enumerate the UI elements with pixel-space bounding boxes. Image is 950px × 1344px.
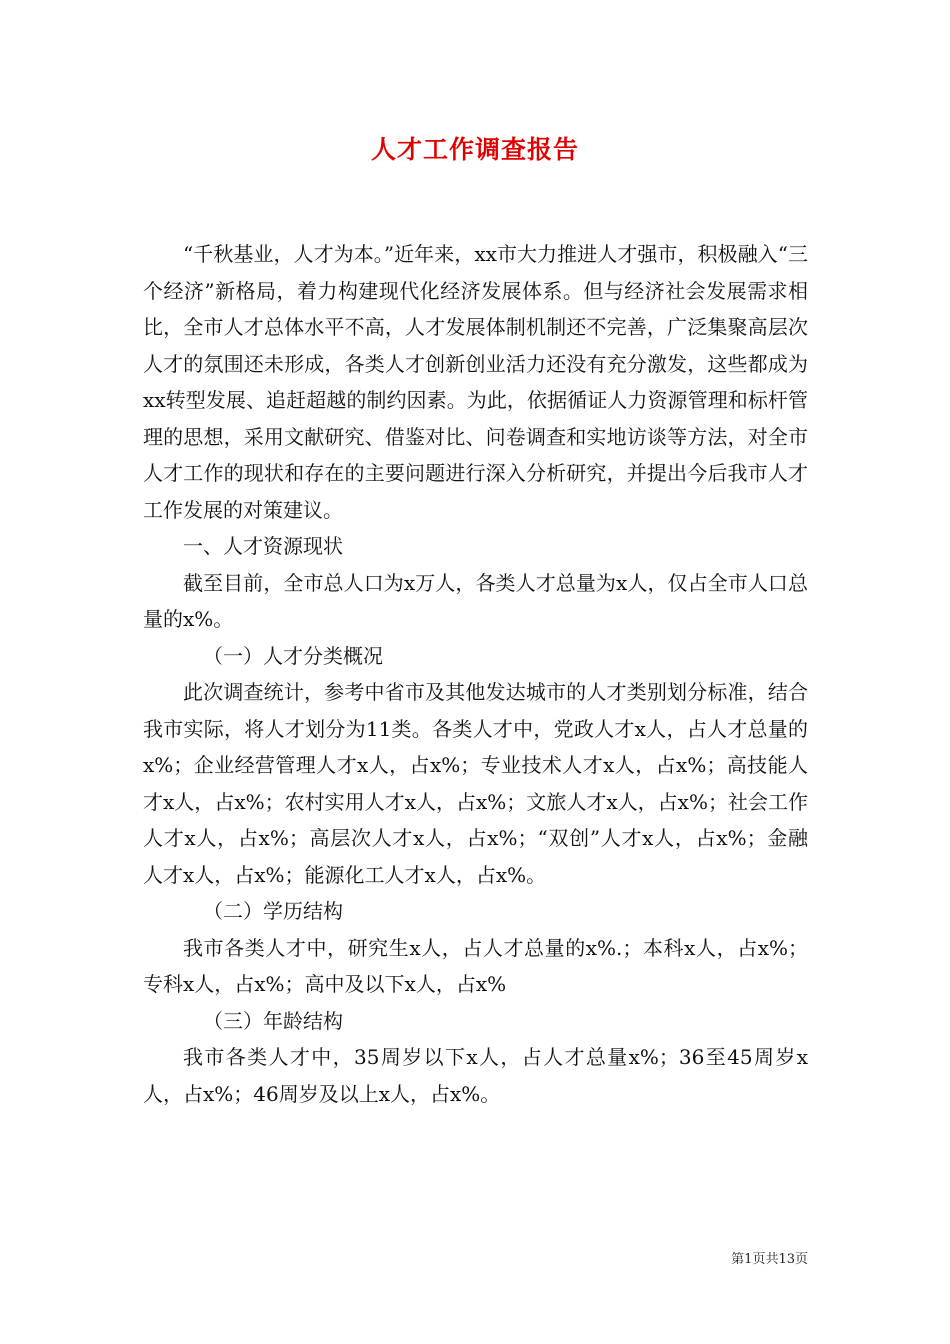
section-heading-talent-status: 一、人才资源现状 xyxy=(183,534,343,558)
subsection-heading-education: （二）学历结构 xyxy=(203,899,343,923)
intro-paragraph: “千秋基业，人才为本。”近年来，xx市大力推进人才强市，积极融入“三个经济”新格局，着力构建现代化经济发展体系。但与经济社会发展需求相比，全市人才总体水平不高，人才发展体制机制还不完善，广泛集聚高层次人才的氛围还未形成，各类人才创新创业活力还没有充分激发，这些都成为xx转型发展、追赶超越的制约因素。为此，依据循证人力资源管理和标杆管理的思想，采用文献研究、借鉴对比、问卷调查和实地访谈等方法，对全市人才工作的现状和存在的主要问题进行深入分析研究，并提出今后我市人才工作发展的对策建议。 xyxy=(143,242,808,522)
document-body xyxy=(143,236,808,1112)
subsection-heading-age: （三）年龄结构 xyxy=(203,1008,343,1033)
population-paragraph: 截至目前，全市总人口为x万人，各类人才总量为x人，仅占全市人口总量的x%。 xyxy=(143,570,808,631)
age-paragraph: 我市各类人才中，35周岁以下x人，占人才总量x%；36至45周岁x人，占x%；46周岁及以上x人，占x%。 xyxy=(143,1045,808,1106)
education-paragraph: 我市各类人才中，研究生x人，占人才总量的x%.；本科x人，占x%；专科x人，占x%；高中及以下x人，占x% xyxy=(143,935,808,996)
page-number: 第1页共13页 xyxy=(731,1252,808,1267)
document-title: 人才工作调查报告 xyxy=(370,135,579,164)
subsection-heading-classification: （一）人才分类概况 xyxy=(203,643,383,668)
classification-paragraph: 此次调查统计，参考中省市及其他发达城市的人才类别划分标准，结合我市实际，将人才划分为11类。各类人才中，党政人才x人，占人才总量的x%；企业经营管理人才x人，占x%；专业技术人才x人，占x%；高技能人才x人，占x%；农村实用人才x人，占x%；文旅人才x人，占x%；社会工作人才x人，占x%；高层次人才x人，占x%；“双创”人才x人，占x%；金融人才x人，占x%；能源化工人才x人，占x%。 xyxy=(143,680,808,887)
